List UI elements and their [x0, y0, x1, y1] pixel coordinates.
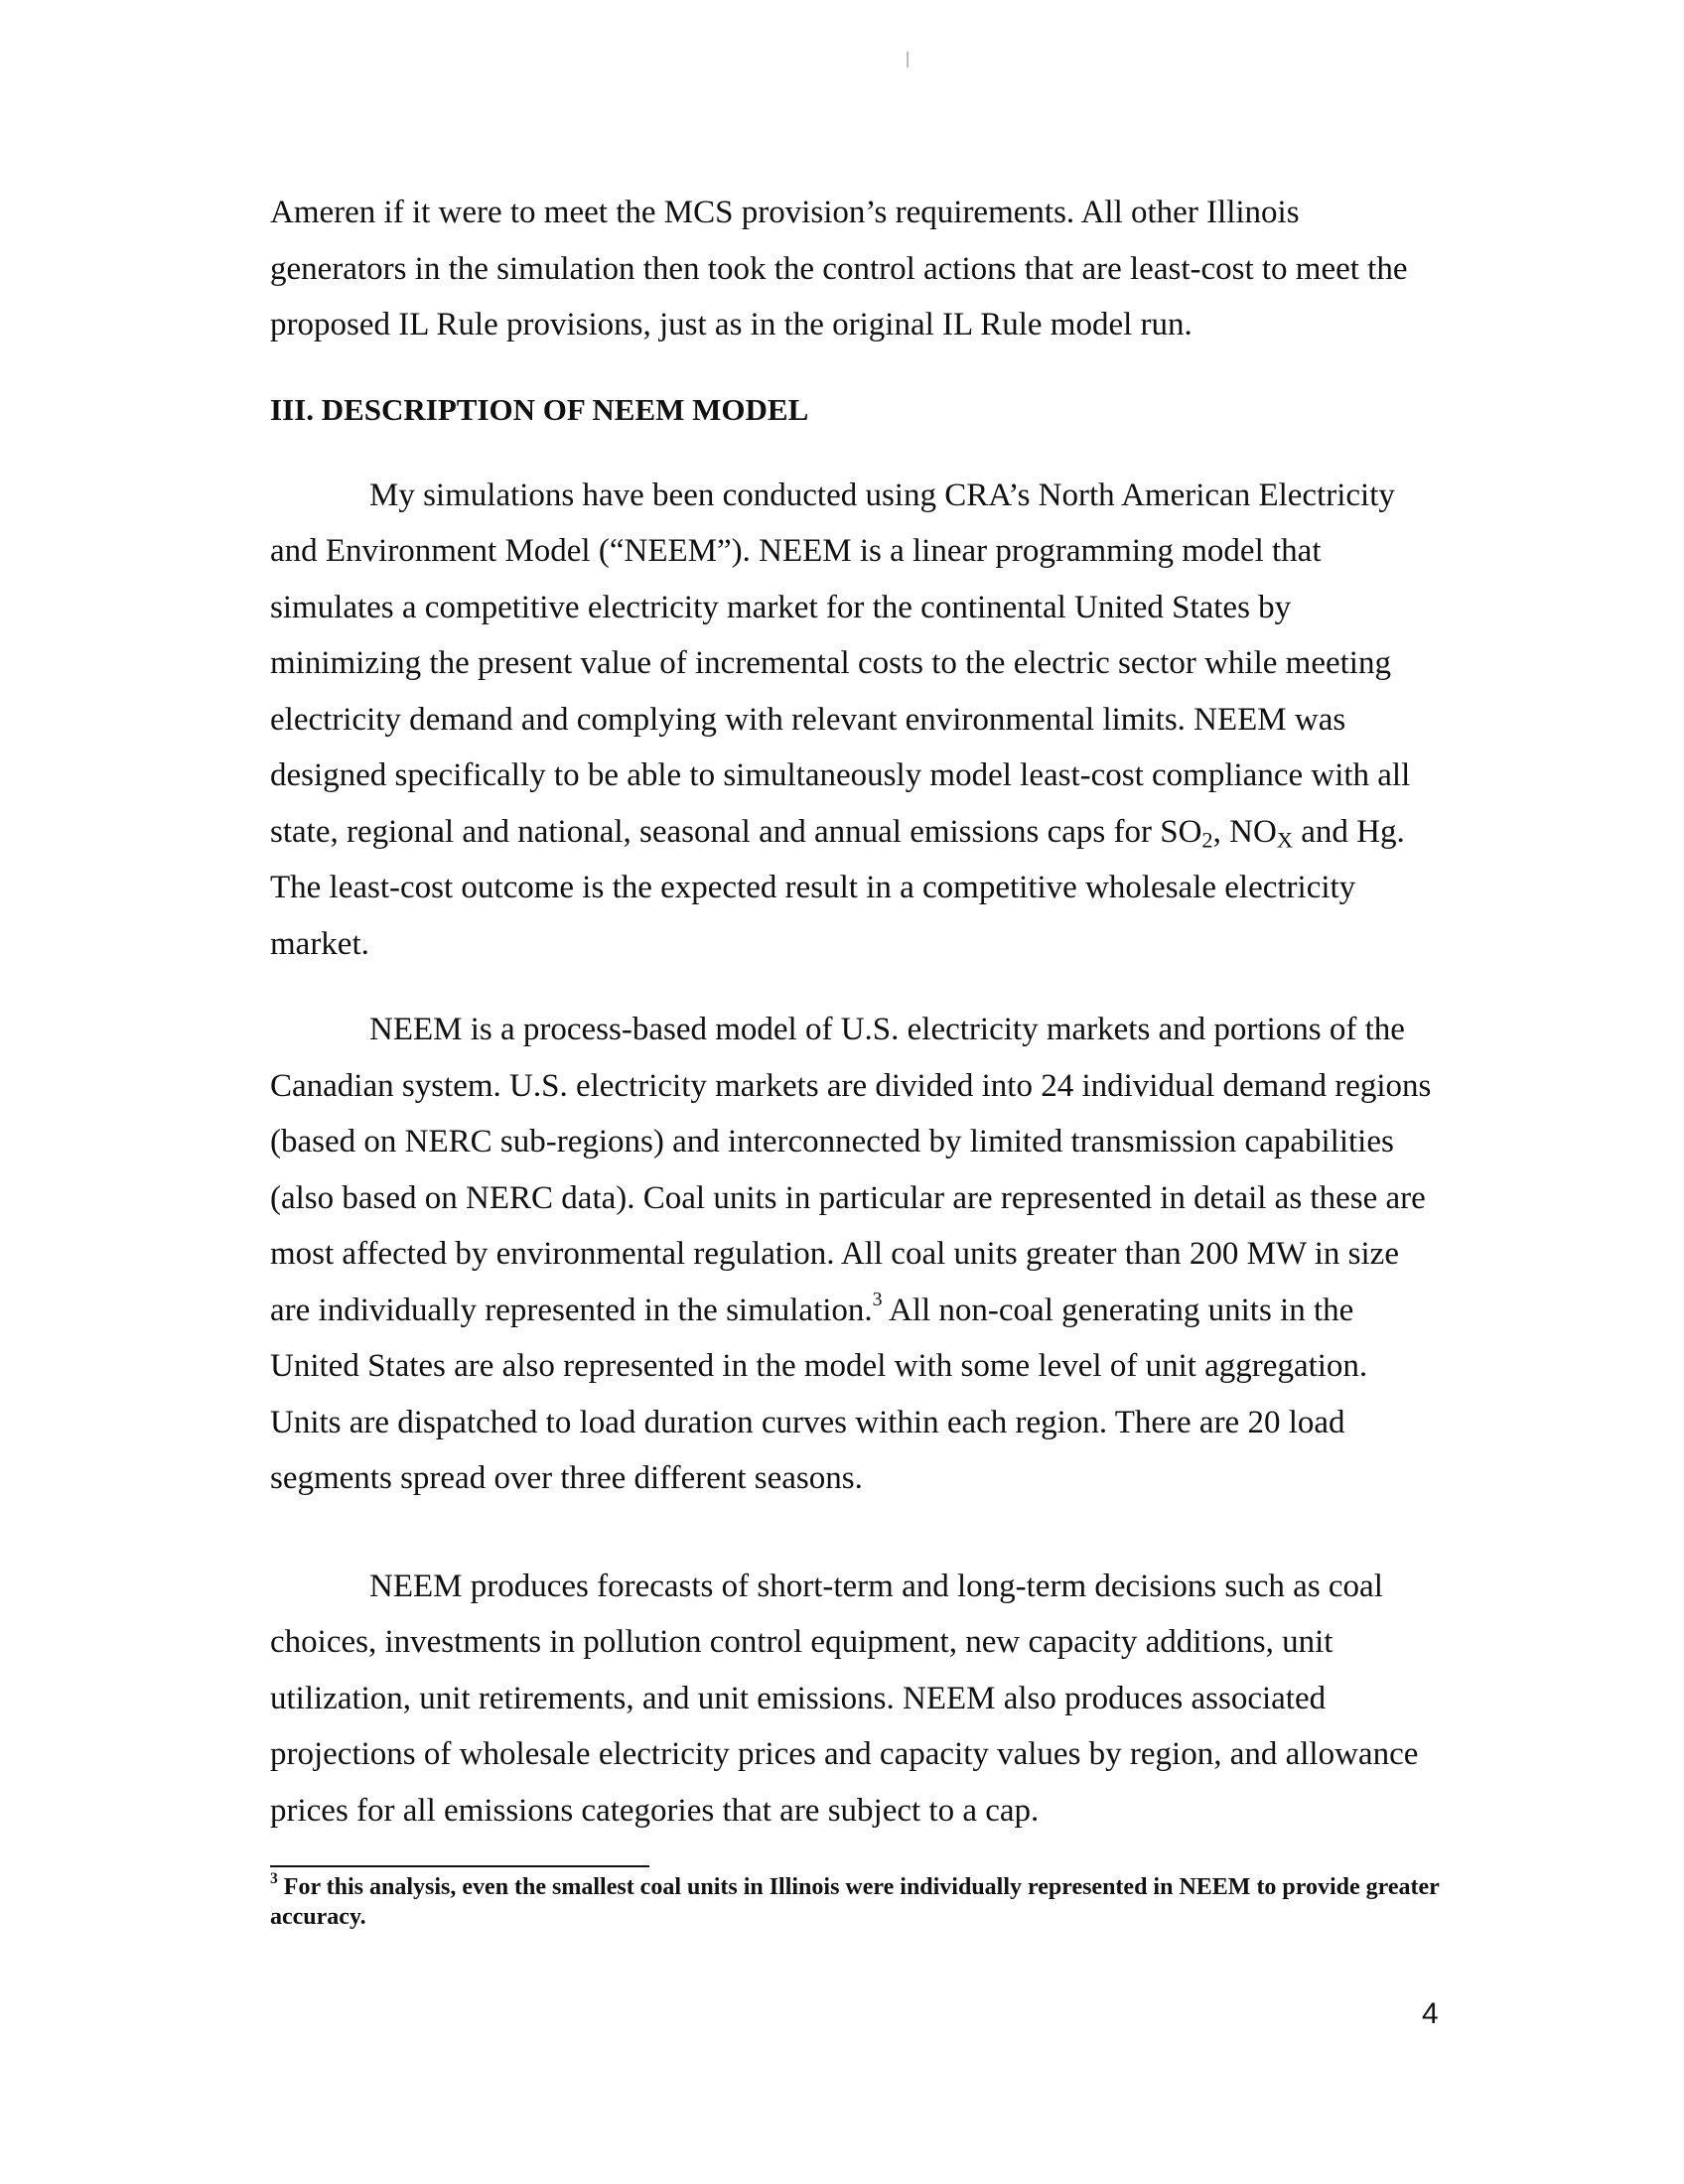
section-heading: III. DESCRIPTION OF NEEM MODEL: [270, 391, 809, 427]
paragraph-2-text-a: My simulations have been conducted using CRA’s North American Electricity and Environment Model (“NEEM”). NEEM is a linear programming model that simulates a competitive electricity market for the continental United States by minimizing the present value of incremental costs to the electric sector while meeting electricity demand and complying with relevant environmental limits. NEEM was designed specifically to be able to simultaneously model least-cost compliance with all state, regional and national, seasonal and annual emissions caps for SO: [270, 477, 1411, 850]
paragraph-1: Ameren if it were to meet the MCS provision’s requirements. All other Illinois generators in the simulation then took the control actions that are least-cost to meet the proposed IL Rule provisions, just as in the original IL Rule model run.: [270, 195, 1408, 342]
nox-subscript: X: [1276, 827, 1294, 853]
paragraph-2-text-b: , NO: [1212, 813, 1277, 850]
paragraph-3-text-b: All non-coal generating units in the United States are also represented in the model with some level of unit aggregation. Units are dispatched to load duration curves within each region. There are 20 load segments spread over three different seasons.: [270, 1292, 1368, 1496]
so2-subscript: 2: [1201, 827, 1213, 853]
paragraph-3-text-a: NEEM is a process-based model of U.S. electricity markets and portions of the Canadian system. U.S. electricity markets are divided into 24 individual demand regions (based on NERC sub-regions) and interconnected by limited transmission capabilities (also based on NERC data). Coal units in particular are represented in detail as these are most affected by environmental regulation. All coal units greater than 200 MW in size are individually represented in the simulation.: [270, 1012, 1432, 1328]
footnote-reference: 3: [872, 1288, 883, 1310]
paragraph-2: [270, 468, 1442, 973]
page-number: 4: [1422, 1997, 1439, 2030]
paragraph-3: [270, 1002, 1442, 1507]
scan-speck: [907, 52, 909, 68]
paragraph-2-text-c: and Hg. The least-cost outcome is the expected result in a competitive wholesale electricity market.: [270, 813, 1405, 962]
paragraph-4: NEEM produces forecasts of short-term and long-term decisions such as coal choices, investments in pollution control equipment, new capacity additions, unit utilization, unit retirements, and unit emissions. NEEM also produces associated projections of wholesale electricity prices and capacity values by region, and allowance prices for all emissions categories that are subject to a cap.: [270, 1568, 1419, 1829]
footnote-marker: 3: [270, 1870, 278, 1888]
document-body: [270, 185, 1442, 1839]
footnote-text: For this analysis, even the smallest coal units in Illinois were individually represented in NEEM to provide greater accuracy.: [270, 1874, 1440, 1930]
footnote-divider: [270, 1865, 649, 1867]
footnote: [270, 1872, 1442, 1932]
